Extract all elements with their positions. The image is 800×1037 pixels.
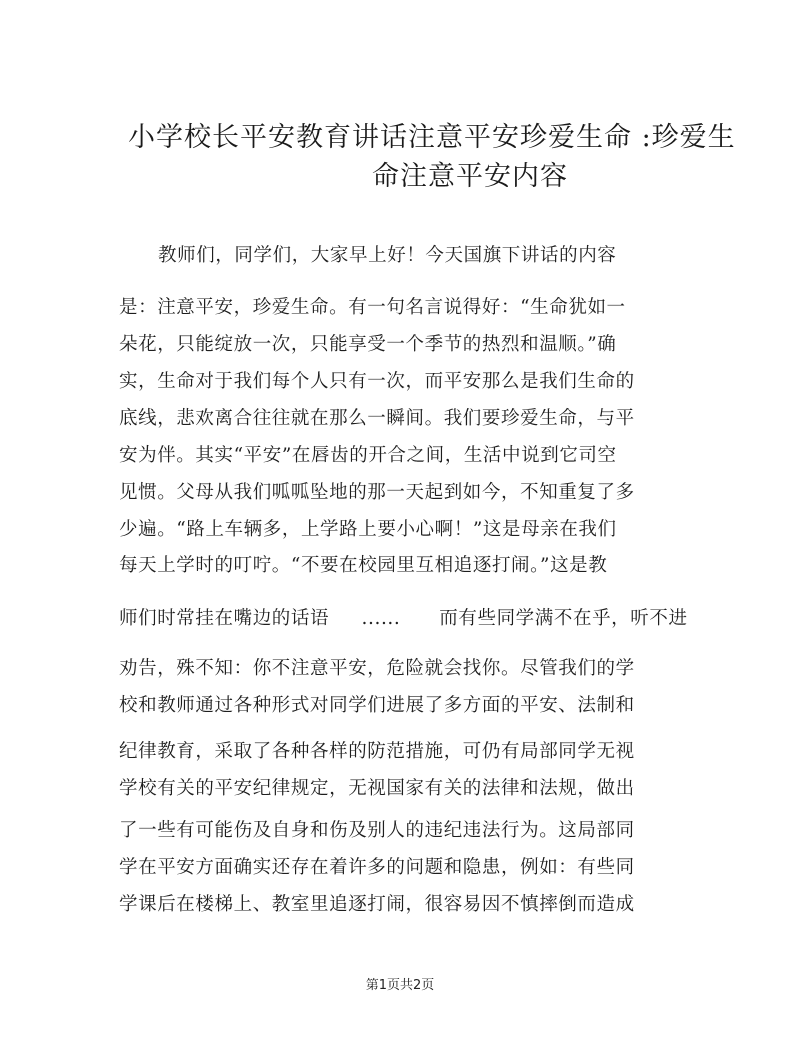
body-line-1: 教师们，同学们，大家早上好！今天国旗下讲话的内容 bbox=[158, 245, 617, 266]
body-line-17: 学课后在楼梯上、教室里追逐打闹，很容易因不慎摔倒而造成 bbox=[119, 894, 635, 915]
body-line-11: 劝告，殊不知：你不注意平安，危险就会找你。尽管我们的学 bbox=[119, 658, 635, 679]
body-line-3: 朵花，只能绽放一次，只能享受一个季节的热烈和温顺。”确 bbox=[119, 334, 617, 355]
body-line-10: 师们时常挂在嘴边的话语 ...... 而有些同学满不在乎，听不进 bbox=[119, 608, 688, 629]
title-line-2: 命注意平安内容 bbox=[372, 161, 568, 192]
page-number-footer: 第1页共2页 bbox=[365, 978, 435, 993]
body-line-14: 学校有关的平安纪律规定，无视国家有关的法律和法规，做出 bbox=[119, 778, 635, 799]
body-line-12: 校和教师通过各种形式对同学们进展了多方面的平安、法制和 bbox=[119, 695, 635, 716]
title-line-1: 小学校长平安教育讲话注意平安珍爱生命 :珍爱生 bbox=[128, 122, 736, 153]
body-line-9: 每天上学时的叮咛。“不要在校园里互相追逐打闹。”这是教 bbox=[119, 555, 608, 576]
body-line-5: 底线，悲欢离合往往就在那么一瞬间。我们要珍爱生命，与平 bbox=[119, 408, 635, 429]
body-line-16: 学在平安方面确实还存在着许多的问题和隐患，例如：有些同 bbox=[119, 857, 635, 878]
body-line-2: 是：注意平安，珍爱生命。有一句名言说得好：“生命犹如一 bbox=[119, 297, 626, 318]
body-line-4: 实，生命对于我们每个人只有一次，而平安那么是我们生命的 bbox=[119, 371, 635, 392]
body-line-6: 安为伴。其实“平安”在唇齿的开合之间，生活中说到它司空 bbox=[119, 445, 617, 466]
body-line-15: 了一些有可能伤及自身和伤及别人的违纪违法行为。这局部同 bbox=[119, 820, 635, 841]
body-line-13: 纪律教育，采取了各种各样的防范措施，可仍有局部同学无视 bbox=[119, 741, 635, 762]
body-line-8: 少遍。“路上车辆多，上学路上要小心啊！”这是母亲在我们 bbox=[119, 519, 617, 540]
body-line-7: 见惯。父母从我们呱呱坠地的那一天起到如今，不知重复了多 bbox=[119, 482, 635, 503]
